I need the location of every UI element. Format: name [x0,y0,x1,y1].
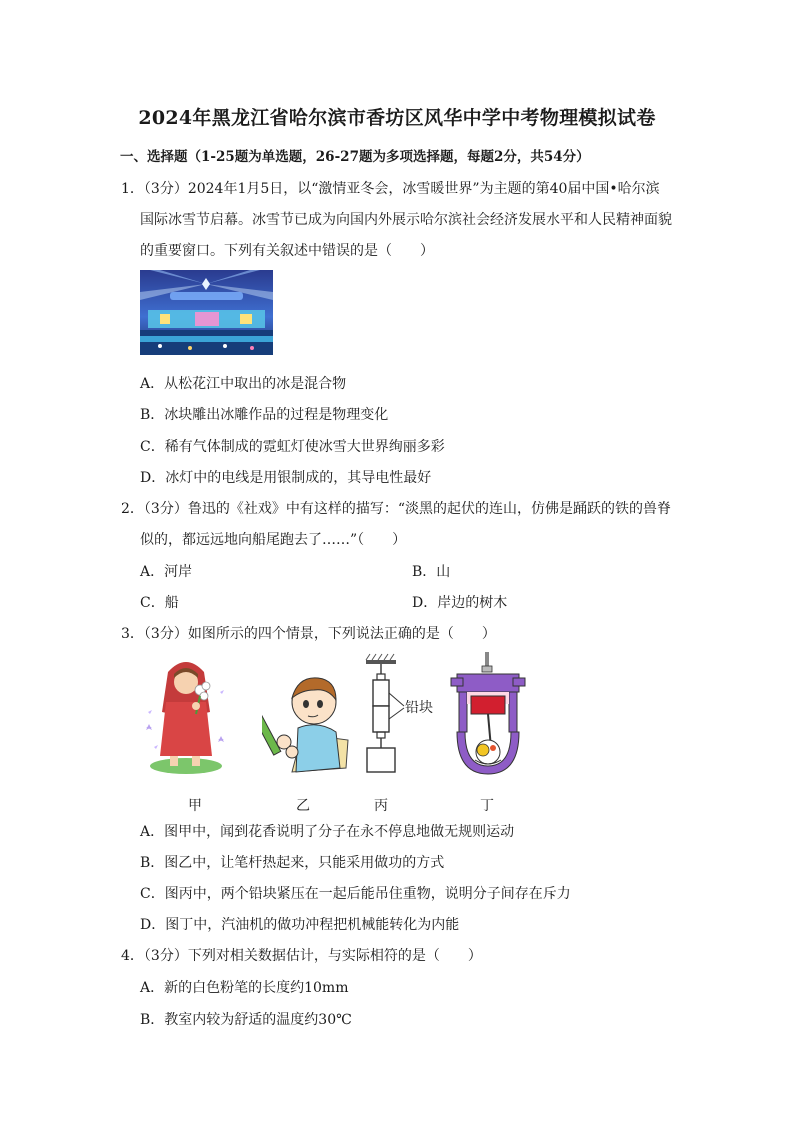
q4-stem-line1: 4．（3分）下列对相关数据估计，与实际相符的是（ ） [121,948,482,964]
q3-option-a: A．图甲中，闻到花香说明了分子在永不停息地做无规则运动 [140,824,515,840]
q1-option-b: B．冰块雕出冰雕作品的过程是物理变化 [140,407,389,423]
q3-option-c: C．图丙中，两个铅块紧压在一起后能吊住重物，说明分子间存在斥力 [140,886,571,902]
ice-festival-photo [140,270,273,355]
lead-blocks-figure [360,652,440,777]
q4-option-a: A．新的白色粉笔的长度约10mm [140,980,349,996]
figure-label-jia: 甲 [188,798,202,814]
q2-option-d: D．岸边的树木 [412,595,508,611]
q2-option-c: C．船 [140,595,179,611]
q1-option-c: C．稀有气体制成的霓虹灯使冰雪大世界绚丽多彩 [140,439,445,455]
q3-option-b: B．图乙中，让笔杆热起来，只能采用做功的方式 [140,855,445,871]
engine-cylinder-figure [449,652,527,777]
lead-block-label: 铅块 [405,700,433,716]
figure-label-bing: 丙 [374,798,388,814]
boy-rubbing-pencil-figure [262,668,354,776]
q2-stem-line1: 2．（3分）鲁迅的《社戏》中有这样的描写：“淡黑的起伏的连山，仿佛是踊跃的铁的兽脊 [121,501,671,517]
q2-stem-line2: 似的，都远远地向船尾跑去了……”（ ） [140,532,407,548]
section-heading: 一、选择题（1-25题为单选题，26-27题为多项选择题，每题2分，共54分） [120,149,590,165]
q3-stem-line1: 3．（3分）如图所示的四个情景，下列说法正确的是（ ） [121,626,496,642]
q3-option-d: D．图丁中，汽油机的做功冲程把机械能转化为内能 [140,917,460,933]
exam-title: 2024年黑龙江省哈尔滨市香坊区风华中学中考物理模拟试卷 [138,107,656,129]
q1-option-a: A．从松花江中取出的冰是混合物 [140,376,347,392]
q4-option-b: B．教室内较为舒适的温度约30℃ [140,1012,352,1028]
q2-option-a: A．河岸 [140,564,193,580]
q1-stem-line1: 1．（3分）2024年1月5日，以“激情亚冬会，冰雪暖世界”为主题的第40届中国•哈尔滨 [121,181,660,197]
q2-option-b: B．山 [412,564,451,580]
figure-label-ding: 丁 [480,798,494,814]
girl-smelling-flowers-figure [140,652,232,777]
q1-option-d: D．冰灯中的电线是用银制成的，其导电性最好 [140,470,432,486]
q1-stem-line2: 国际冰雪节启幕。冰雪节已成为向国内外展示哈尔滨社会经济发展水平和人民精神面貌 [140,212,672,228]
figure-label-yi: 乙 [296,798,310,814]
q1-stem-line3: 的重要窗口。下列有关叙述中错误的是（ ） [140,243,434,259]
